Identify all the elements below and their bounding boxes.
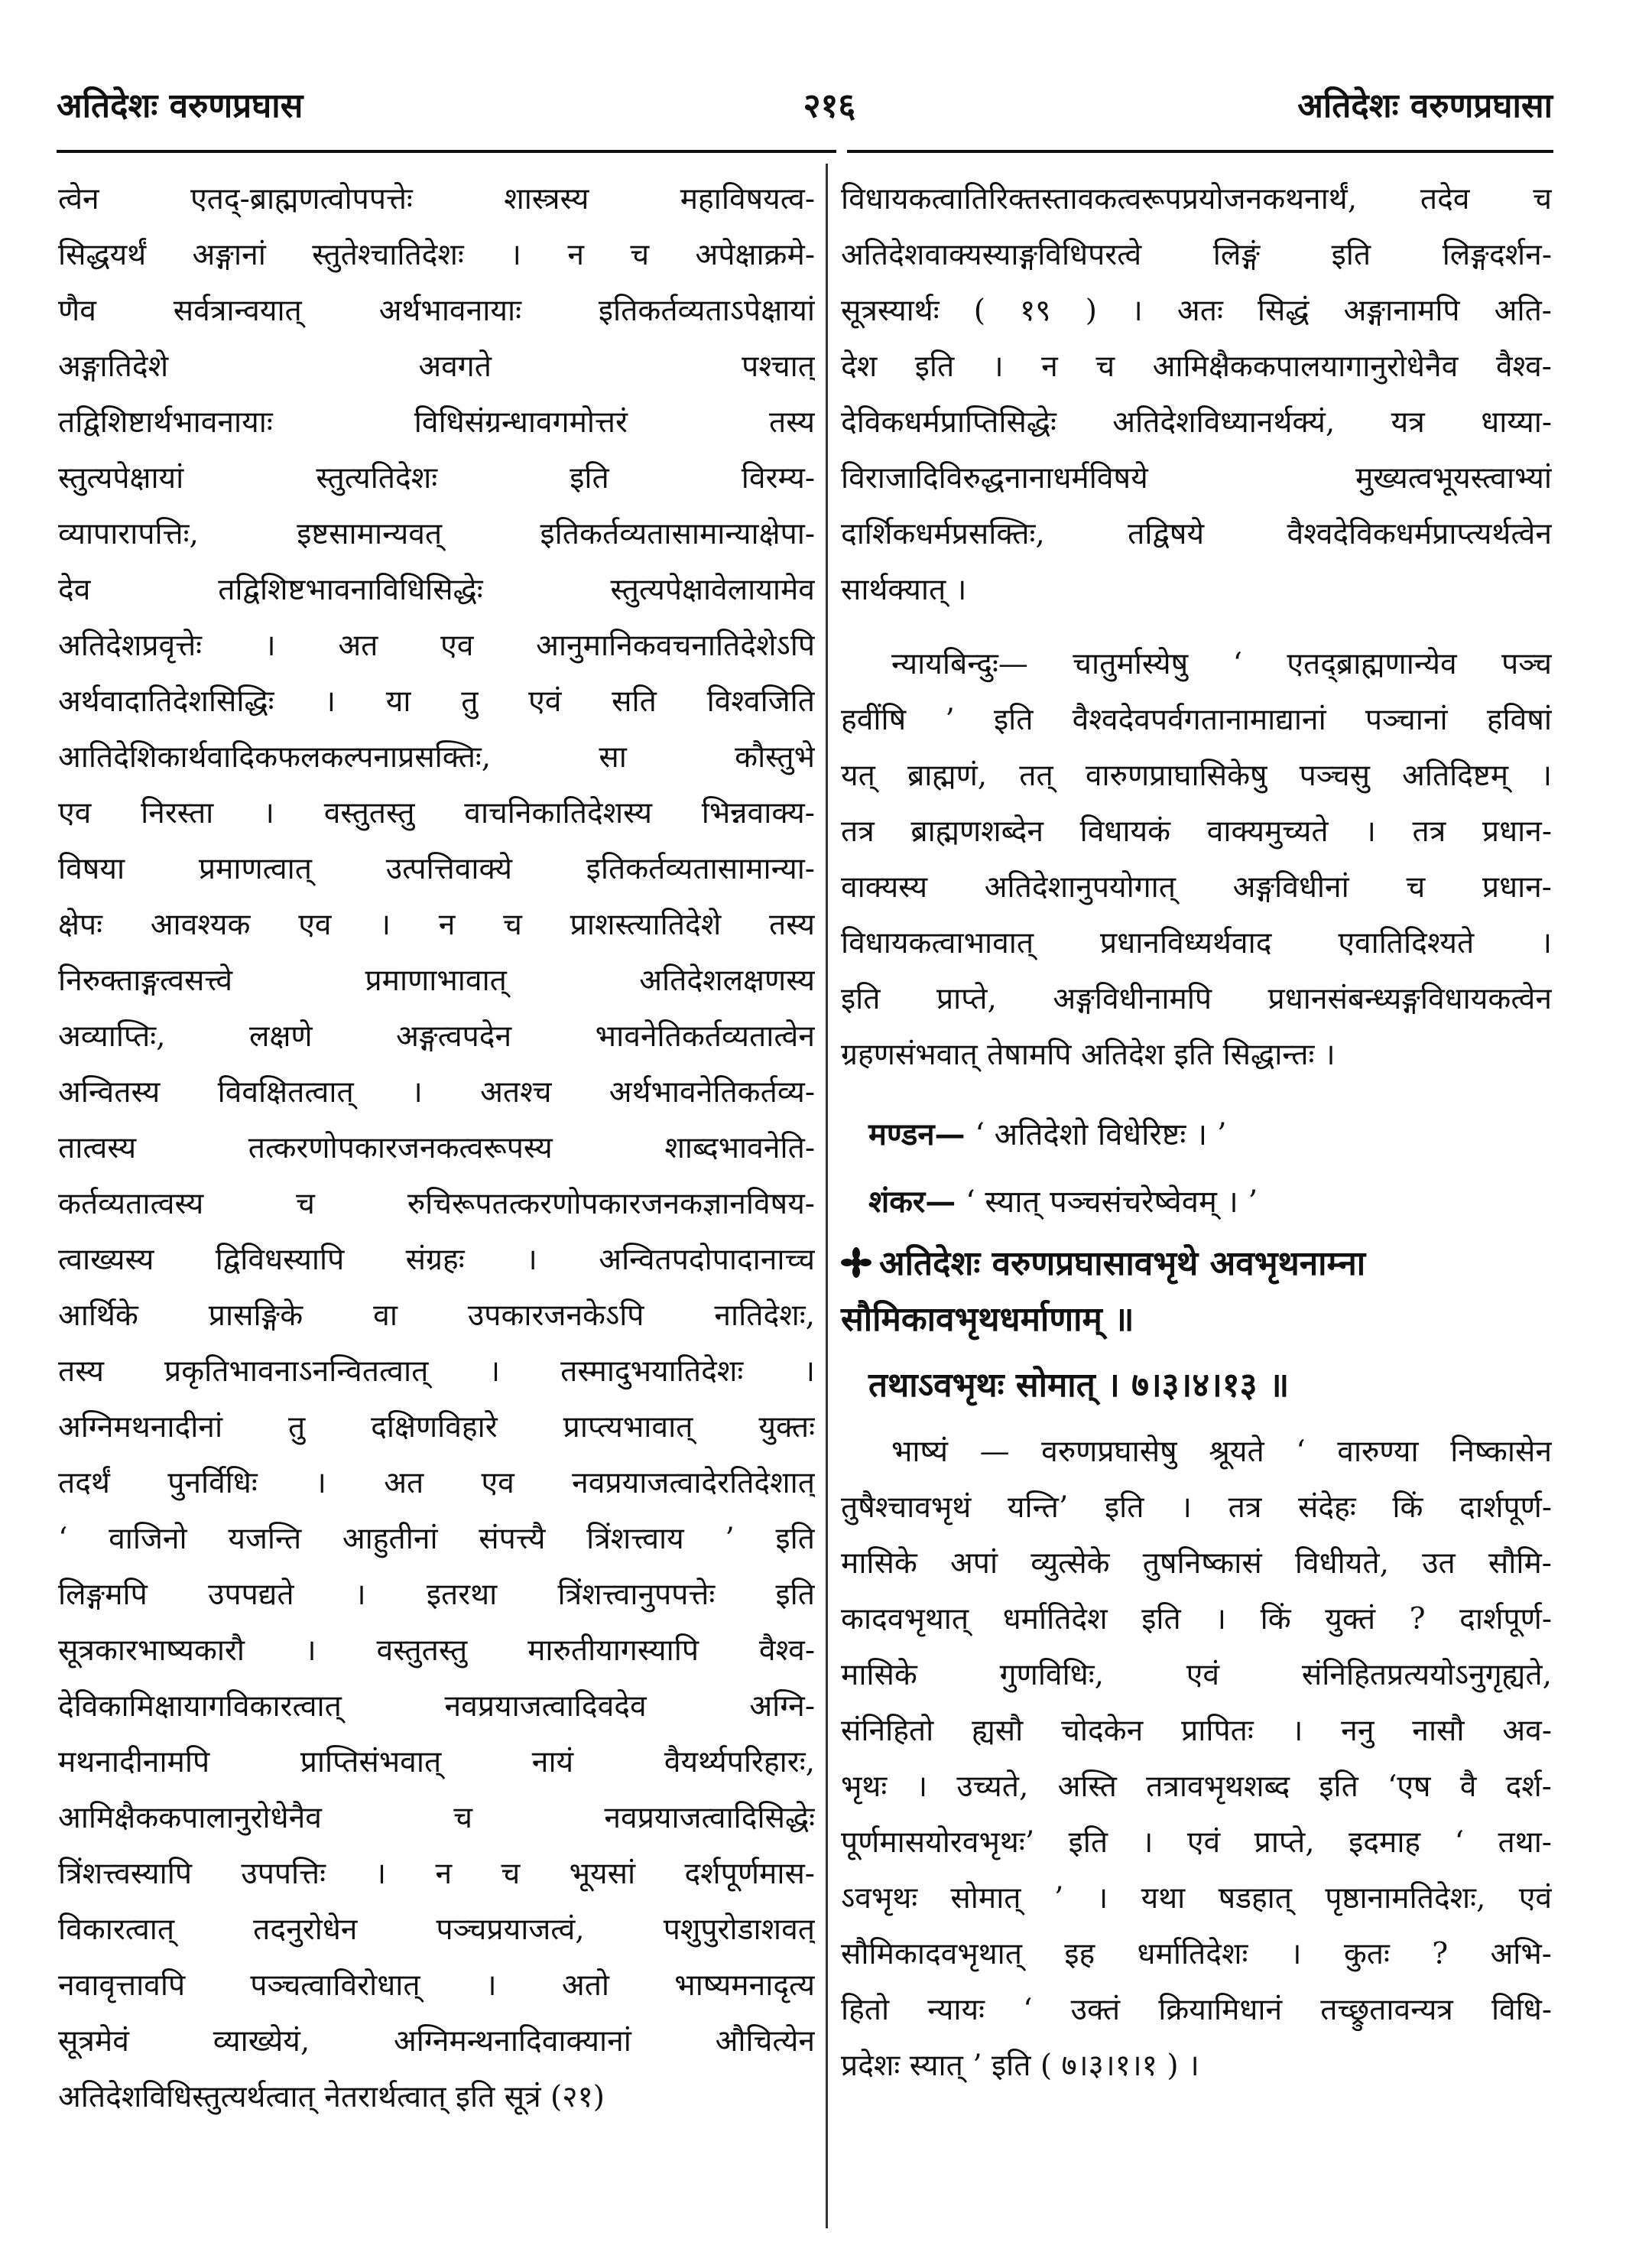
- text-line: ऽवभृथः सोमात् ’ । यथा षडहात् पृष्ठानामतिदेशः, एवं: [841, 1881, 1552, 1916]
- text-line: देव तद्विशिष्टभावनाविधिसिद्धेः स्तुत्यपेक्षावेलायामेव: [58, 573, 815, 607]
- text-line: ‘ वाजिनो यजन्ति आहुतीनां संपत्त्यै त्रिंशत्त्वाय ’ इति: [58, 1522, 815, 1556]
- text-line: हवींषि ’ इति वैश्वदेवपर्वगतानामाद्यानां पञ्चानां हविषां: [841, 703, 1552, 737]
- text-line: तस्य प्रकृतिभावनाऽनन्वितत्वात् । तस्मादुभयातिदेशः ।: [58, 1354, 815, 1389]
- text-line: व्यापारापत्तिः, इष्टसामान्यवत् इतिकर्तव्यतासामान्याक्षेपा-: [58, 517, 815, 551]
- text-line: अग्निमथनादीनां तु दक्षिणविहारे प्राप्त्यभावात् युक्तः: [58, 1410, 815, 1444]
- text-line: सूत्रमेवं व्याख्येयं, अग्निमन्थनादिवाक्यानां औचित्येन: [58, 2024, 815, 2059]
- text-line: क्षेपः आवश्यक एव । न च प्राशस्त्यातिदेशे तस्य: [58, 908, 815, 942]
- text-line: सिद्धयर्थं अङ्गानां स्तुतेश्चातिदेशः । न च अपेक्षाक्रमे-: [58, 238, 815, 272]
- text-line: मासिके गुणविधिः, एवं संनिहितप्रत्ययोऽनुगृह्यते,: [841, 1658, 1552, 1692]
- text-line: दार्शिकधर्मप्रसक्तिः, तद्विषये वैश्वदेविकधर्मप्राप्त्यर्थत्वेन: [841, 517, 1552, 551]
- text-line: आमिक्षैककपालानुरोधेनैव च नवप्रयाजत्वादिसिद्धेः: [58, 1801, 815, 1835]
- text-line: अतिदेशप्रवृत्तेः । अत एव आनुमानिकवचनातिदेशेऽपि: [58, 629, 815, 663]
- header-rule-left: [57, 150, 836, 153]
- section-heading-line: सौमिकावभृथधर्माणाम् ॥: [841, 1300, 1134, 1339]
- shankara-verse: [841, 1168, 1552, 1236]
- text-line: देविकामिक्षायागविकारत्वात् नवप्रयाजत्वादिवदेव अग्नि-: [58, 1689, 815, 1724]
- text-line: विधायकत्वातिरिक्तस्तावकत्वरूपप्रयोजनकथनार्थं, तदेव च: [841, 182, 1552, 216]
- text-line: एव निरस्ता । वस्तुतस्तु वाचनिकातिदेशस्य भिन्नवाक्य-: [58, 796, 815, 830]
- shankara-speaker: शंकर—: [868, 1184, 956, 1220]
- text-line: सार्थक्यात् ।: [841, 573, 967, 607]
- text-line: तत्र ब्राह्मणशब्देन विधायकं वाक्यमुच्यते । तत्र प्रधान-: [841, 814, 1552, 849]
- text-line: त्वाख्यस्य द्विविधस्यापि संग्रहः । अन्वितपदोपादानाच्च: [58, 1243, 815, 1277]
- text-line: तदर्थं पुनर्विधिः । अत एव नवप्रयाजत्वादेरतिदेशात्: [58, 1466, 815, 1500]
- mandana-text: ‘ अतिदेशो विधेरिष्टः । ’: [975, 1117, 1227, 1152]
- text-line: लिङ्गमपि उपपद्यते । इतरथा त्रिंशत्त्वानुपपत्तेः इति: [58, 1578, 815, 1612]
- section-heading: [841, 1292, 1552, 1347]
- text-line: यत् ब्राह्मणं, तत् वारुणप्राघासिकेषु पञ्चसु अतिदिष्टम् ।: [841, 759, 1552, 793]
- mandana-verse: [841, 1101, 1552, 1168]
- text-line: इति प्राप्ते, अङ्गविधीनामपि प्रधानसंबन्ध्यङ्गविधायकत्वेन: [841, 982, 1552, 1016]
- text-line: संनिहितो ह्यसौ चोदकेन प्रापितः । ननु नासौ अव-: [841, 1714, 1552, 1748]
- text-line: आतिदेशिकार्थवादिकफलकल्पनाप्रसक्तिः, सा कौस्तुभे: [58, 740, 815, 775]
- text-line: विधायकत्वाभावात् प्रधानविध्यर्थवाद एवातिदिश्यते ।: [841, 926, 1552, 960]
- text-line: कादवभृथात् धर्मातिदेश इति । किं युक्तं ? दार्शपूर्ण-: [841, 1602, 1552, 1636]
- right-column: [841, 171, 1552, 2094]
- flower-ornament-icon: [841, 1247, 871, 1278]
- sutra-line: तथाऽवभृथः सोमात् । ७।३।४।१३ ॥: [868, 1366, 1290, 1405]
- text-line: सूत्रकारभाष्यकारौ । वस्तुतस्तु मारुतीयागस्यापि वैश्व-: [58, 1633, 815, 1668]
- text-line: त्वेन एतद्-ब्राह्मणत्वोपपत्तेः शास्त्रस्य महाविषयत्व-: [58, 182, 815, 216]
- text-line: देश इति । न च आमिक्षैककपालयागानुरोधेनैव वैश्व-: [841, 349, 1552, 384]
- shankara-text: ‘ स्यात् पञ्चसंचरेष्वेवम् । ’: [966, 1184, 1258, 1220]
- header-rule-right: [847, 150, 1553, 153]
- text-line: णैव सर्वत्रान्वयात् अर्थभावनायाः इतिकर्तव्यताऽपेक्षायां: [58, 294, 815, 328]
- text-line: तात्वस्य तत्करणोपकारजनकत्वरूपस्य शाब्दभावनेति-: [58, 1131, 815, 1165]
- text-line: सूत्रस्यार्थः ( १९ ) । अतः सिद्धं अङ्गानामपि अति-: [841, 294, 1552, 328]
- text-line: स्तुत्यपेक्षायां स्तुत्यतिदेशः इति विरम्य-: [58, 461, 815, 496]
- text-line: नवावृत्तावपि पञ्चत्वाविरोधात् । अतो भाष्यमनादृत्य: [58, 1968, 815, 2003]
- page-number: २१६: [803, 86, 856, 125]
- paragraph-gap: [841, 618, 1552, 636]
- column-divider: [826, 164, 828, 2228]
- text-line: भृथः । उच्यते, अस्ति तत्रावभृथशब्द इति ‘एष वै दर्श-: [841, 1769, 1552, 1804]
- left-column: [58, 171, 815, 2125]
- mandana-speaker: मण्डन—: [868, 1116, 966, 1152]
- running-header-left: अतिदेशः वरुणप्रघास: [57, 86, 303, 125]
- nyayabindu-line: न्यायबिन्दुः— चातुर्मास्येषु ‘ एतद्ब्राह्मणान्येव पञ्च: [891, 647, 1552, 681]
- text-line: कर्तव्यतात्वस्य च रुचिरूपतत्करणोपकारजनकज्ञानविषय-: [58, 1187, 815, 1221]
- text-line: अतिदेशवाक्यस्याङ्गविधिपरत्वे लिङ्गं इति लिङ्गदर्शन-: [841, 238, 1552, 272]
- text-line: निरुक्ताङ्गत्वसत्त्वे प्रमाणाभावात् अतिदेशलक्षणस्य: [58, 964, 815, 998]
- section-heading: [841, 1236, 1552, 1292]
- text-line: ग्रहणसंभवात् तेषामपि अतिदेश इति सिद्धान्तः ।: [841, 1038, 1336, 1072]
- text-line: अतिदेशविधिस्तुत्यर्थत्वात् नेतरार्थत्वात् इति सूत्रं (२१): [58, 2080, 605, 2114]
- text-line: विकारत्वात् तदनुरोधेन पञ्चप्रयाजत्वं, पशुपुरोडाशवत्: [58, 1912, 815, 1947]
- text-line: अङ्गातिदेशे अवगते पश्चात्: [58, 349, 815, 384]
- section-heading-line: अतिदेशः वरुणप्रघासावभृथे अवभृथनाम्ना: [879, 1244, 1366, 1283]
- text-line: विराजादिविरुद्धनानाधर्मविषये मुख्यत्वभूयस्त्वाभ्यां: [841, 461, 1552, 496]
- running-header-right: अतिदेशः वरुणप्रघासा: [1297, 86, 1553, 125]
- text-line: पूर्णमासयोरवभृथः’ इति । एवं प्राप्ते, इदमाह ‘ तथा-: [841, 1825, 1552, 1860]
- text-line: तुषैश्चावभृथं यन्ति’ इति । तत्र संदेहः किं दार्शपूर्ण-: [841, 1490, 1552, 1525]
- text-line: हितो न्यायः ‘ उक्तं क्रियामिधानं तच्छ्रुतावन्यत्र विधि-: [841, 1993, 1552, 2027]
- text-line: आर्थिके प्रासङ्गिके वा उपकारजनकेऽपि नातिदेशः,: [58, 1298, 815, 1333]
- text-line: अन्वितस्य विवक्षितत्वात् । अतश्च अर्थभावनेतिकर्तव्य-: [58, 1075, 815, 1110]
- text-line: अर्थवादातिदेशसिद्धिः । या तु एवं सति विश्वजिति: [58, 684, 815, 719]
- text-line: मथनादीनामपि प्राप्तिसंभवात् नायं वैयर्थ्यपरिहारः,: [58, 1745, 815, 1779]
- text-line: तद्विशिष्टार्थभावनायाः विधिसंग्रन्धावगमोत्तरं तस्य: [58, 405, 815, 440]
- bhashya-line: भाष्यं — वरुणप्रघासेषु श्रूयते ‘ वारुण्या निष्कासेन: [891, 1435, 1552, 1469]
- text-line: सौमिकादवभृथात् इह धर्मातिदेशः । कुतः ? अभि-: [841, 1937, 1552, 1971]
- text-line: अव्याप्तिः, लक्षणे अङ्गत्वपदेन भावनेतिकर्तव्यतात्वेन: [58, 1019, 815, 1054]
- text-line: मासिके अपां व्युत्सेके तुषनिष्कासं विधीयते, उत सौमि-: [841, 1546, 1552, 1581]
- paragraph-gap: [841, 1083, 1552, 1101]
- text-line: देविकधर्मप्राप्तिसिद्धेः अतिदेशविध्यानर्थक्यं, यत्र धाय्या-: [841, 405, 1552, 440]
- text-line: वाक्यस्य अतिदेशानुपयोगात् अङ्गविधीनां च प्रधान-: [841, 870, 1552, 905]
- text-line: त्रिंशत्त्वस्यापि उपपत्तिः । न च भूयसां दर्शपूर्णमास-: [58, 1857, 815, 1891]
- text-line: प्रदेशः स्यात् ’ इति ( ७।३।१।१ ) ।: [841, 2049, 1199, 2083]
- text-line: विषया प्रमाणत्वात् उत्पत्तिवाक्ये इतिकर्तव्यतासामान्या-: [58, 852, 815, 886]
